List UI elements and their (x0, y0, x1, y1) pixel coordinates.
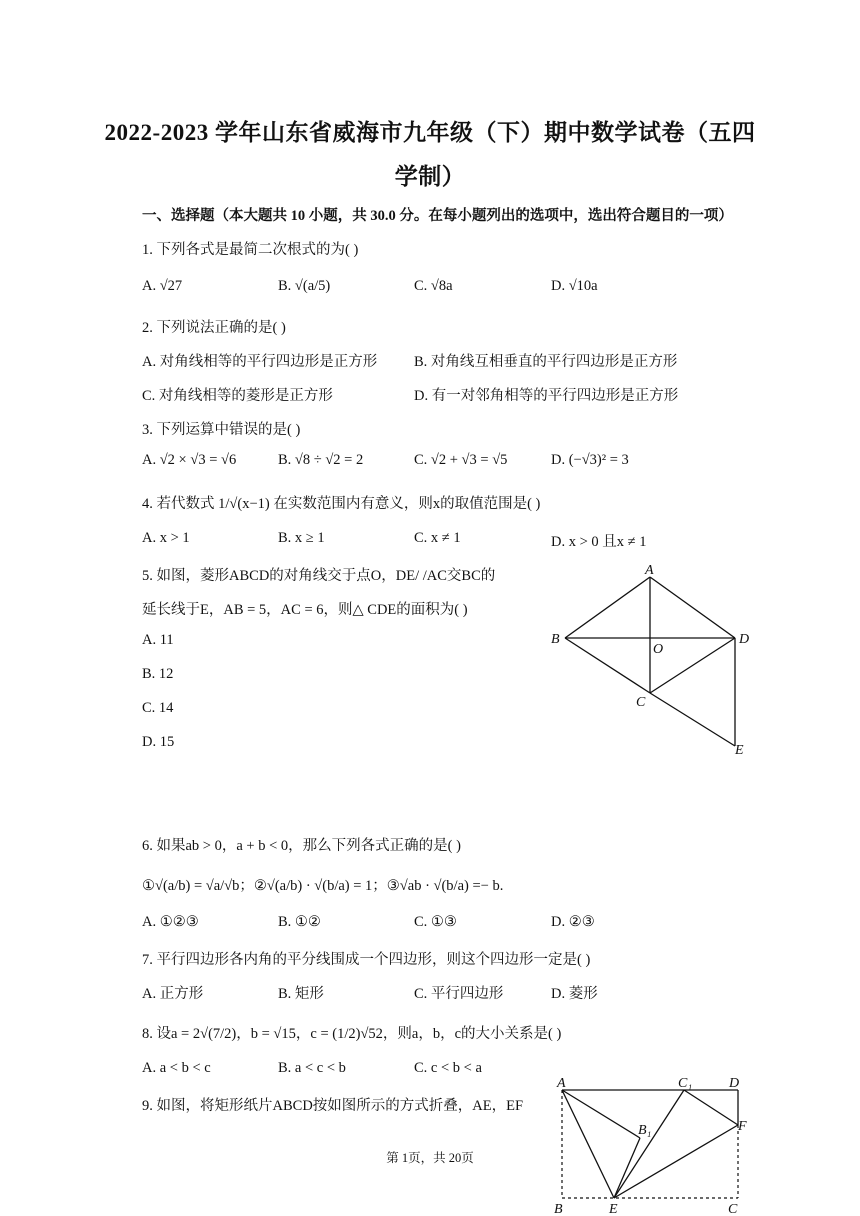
q2-option-b: B. 对角线互相垂直的平行四边形是正方形 (414, 354, 678, 370)
q8-option-b: B. a < c < b (278, 1060, 346, 1076)
label-c2: C (728, 1202, 738, 1216)
label-c1: C₁ (678, 1076, 693, 1091)
q2-option-c: C. 对角线相等的菱形是正方形 (142, 388, 333, 404)
q8-option-a: A. a < b < c (142, 1060, 211, 1076)
question-5-stem: 5. 如图，菱形ABCD的对角线交于点O，DE/ /AC交BC的 (142, 568, 496, 584)
question-2-stem: 2. 下列说法正确的是( ) (142, 320, 286, 336)
q6-option-a: A. ①②③ (142, 914, 199, 930)
label-o: O (653, 642, 664, 657)
q1-option-c: C. √8a (414, 278, 453, 294)
q6-option-c: C. ①③ (414, 914, 457, 930)
rhombus-figure (545, 560, 760, 760)
q6-option-b: B. ①② (278, 914, 321, 930)
question-9-stem: 9. 如图，将矩形纸片ABCD按如图所示的方式折叠，AE，EF (142, 1098, 524, 1114)
q4-option-a: A. x > 1 (142, 530, 190, 546)
q7-option-a: A. 正方形 (142, 986, 204, 1002)
page-title-line2: 学制） (394, 164, 466, 189)
q1-option-d: D. √10a (551, 278, 598, 294)
q4-option-b: B. x ≥ 1 (278, 530, 325, 546)
q4-option-d: D. x > 0 且x ≠ 1 (551, 534, 647, 550)
question-1-stem: 1. 下列各式是最简二次根式的为( ) (142, 242, 359, 258)
fold-figure (548, 1070, 760, 1216)
q1-option-a: A. √27 (142, 278, 183, 294)
label-d2: D (729, 1076, 740, 1091)
q1-option-b: B. √(a/5) (278, 278, 331, 294)
label-d: D (739, 632, 750, 647)
label-c: C (636, 695, 646, 710)
label-b: B (551, 632, 560, 647)
label-a2: A (557, 1076, 566, 1091)
section-header: 一、选择题（本大题共 10 小题，共 30.0 分。在每小题列出的选项中，选出符合题目的一项） (142, 208, 733, 224)
question-6-statements: ①√(a/b) = √a/√b；②√(a/b) · √(b/a) = 1；③√ab · √(b/a) =− b. (142, 878, 504, 894)
q8-option-c: C. c < b < a (414, 1060, 482, 1076)
q3-option-d: D. (−√3)² = 3 (551, 452, 629, 468)
q7-option-c: C. 平行四边形 (414, 986, 504, 1002)
question-8-stem: 8. 设a = 2√(7/2)，b = √15，c = (1/2)√52，则a，b，c的大小关系是( ) (142, 1026, 562, 1042)
question-3-stem: 3. 下列运算中错误的是( ) (142, 422, 301, 438)
q7-option-b: B. 矩形 (278, 986, 324, 1002)
label-b1: B₁ (638, 1123, 652, 1138)
q6-option-d: D. ②③ (551, 914, 595, 930)
question-7-stem: 7. 平行四边形各内角的平分线围成一个四边形，则这个四边形一定是( ) (142, 952, 591, 968)
q5-option-a: A. 11 (142, 632, 174, 648)
q7-option-d: D. 菱形 (551, 986, 598, 1002)
question-4-stem: 4. 若代数式 1/√(x−1) 在实数范围内有意义，则x的取值范围是( ) (142, 496, 541, 512)
q3-option-a: A. √2 × √3 = √6 (142, 452, 237, 468)
q4-option-c: C. x ≠ 1 (414, 530, 461, 546)
question-6-stem: 6. 如果ab > 0，a + b < 0，那么下列各式正确的是( ) (142, 838, 461, 854)
page-title-line1: 2022-2023 学年山东省威海市九年级（下）期中数学试卷（五四 (104, 120, 756, 145)
q3-option-c: C. √2 + √3 = √5 (414, 452, 508, 468)
q5-option-b: B. 12 (142, 666, 174, 682)
question-5-stem-line2: 延长线于E，AB = 5，AC = 6，则△ CDE的面积为( ) (142, 602, 468, 618)
label-e: E (735, 743, 744, 758)
label-f: F (738, 1119, 747, 1134)
q5-option-d: D. 15 (142, 734, 175, 750)
q2-option-d: D. 有一对邻角相等的平行四边形是正方形 (414, 388, 679, 404)
q5-option-c: C. 14 (142, 700, 174, 716)
page-footer: 第 1页，共 20页 (386, 1151, 474, 1165)
label-b2: B (554, 1202, 563, 1216)
q2-option-a: A. 对角线相等的平行四边形是正方形 (142, 354, 378, 370)
q3-option-b: B. √8 ÷ √2 = 2 (278, 452, 364, 468)
label-a: A (645, 563, 654, 578)
label-e2: E (609, 1202, 618, 1216)
